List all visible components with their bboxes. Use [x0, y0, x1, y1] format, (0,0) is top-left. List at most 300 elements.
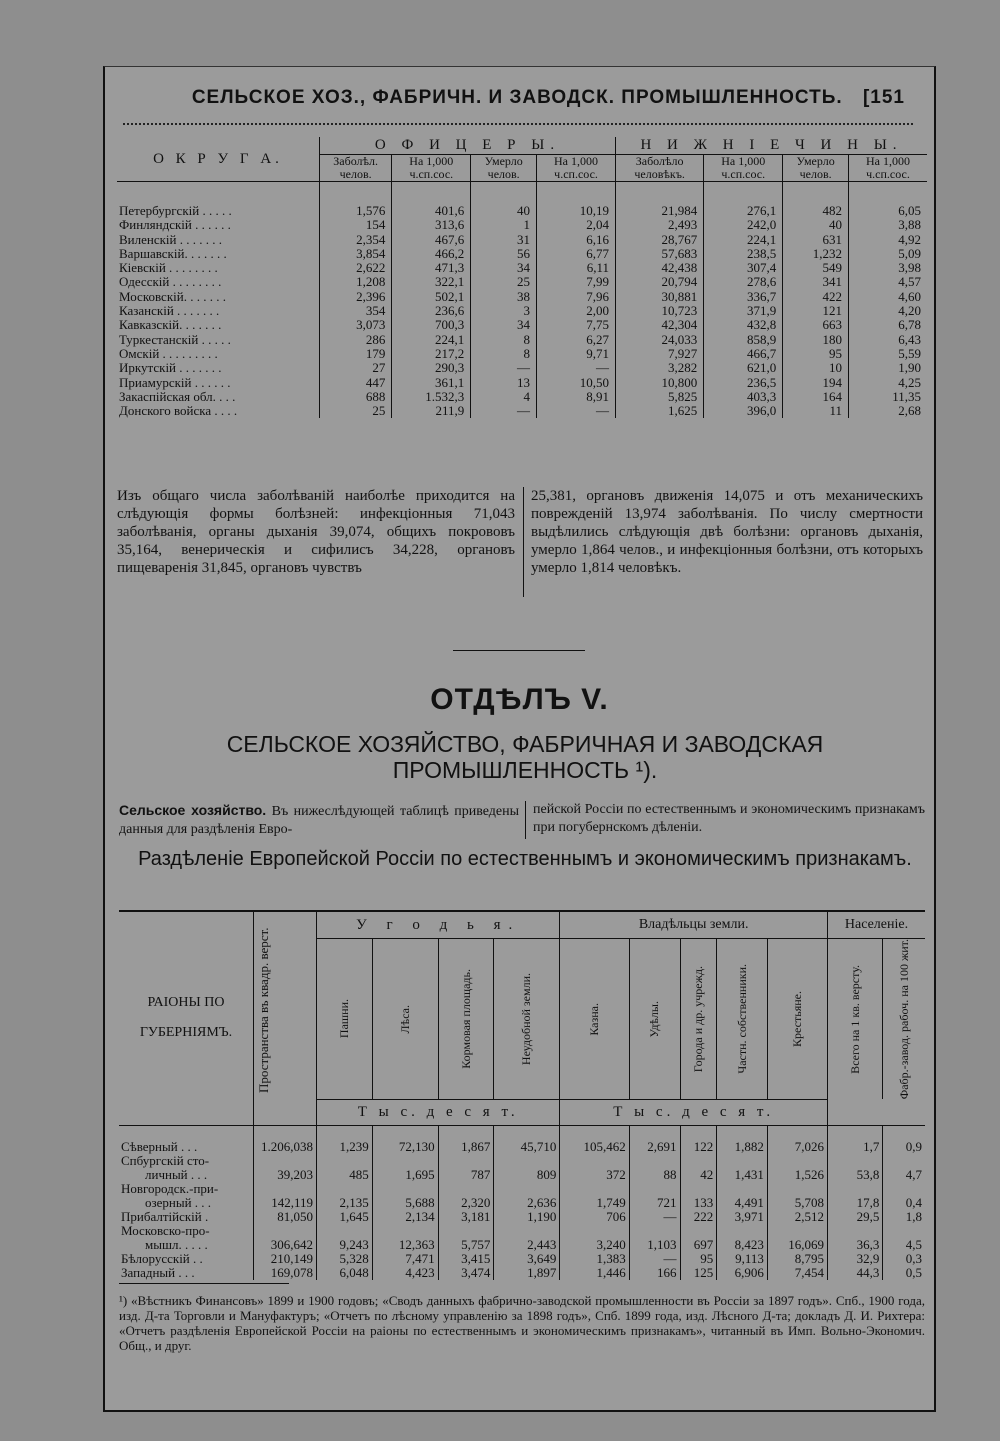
cell-value: 432,8 — [704, 318, 783, 332]
cell-value: 2,134 — [372, 1210, 438, 1224]
population-units-spacer — [827, 1099, 925, 1125]
table-row — [119, 1224, 925, 1252]
cell-value: 290,3 — [392, 361, 471, 375]
table-row — [119, 1252, 925, 1266]
table-row — [119, 1266, 925, 1280]
cell-value: 11 — [783, 404, 849, 418]
cell-value: 8 — [471, 333, 537, 347]
cell-value: 4,57 — [848, 275, 927, 289]
cell-value: 3,240 — [560, 1224, 629, 1252]
cell-value: 1,103 — [629, 1224, 680, 1252]
cell-value: 166 — [629, 1266, 680, 1280]
cell-value: 238,5 — [704, 247, 783, 261]
vertical-col-header — [680, 939, 717, 1100]
cell-value: 697 — [680, 1224, 717, 1252]
cell-value: 2,354 — [320, 233, 392, 247]
region-name-line1: Московско-про- — [121, 1222, 210, 1238]
cell-value: 1,749 — [560, 1182, 629, 1210]
cell-value: 224,1 — [392, 333, 471, 347]
cell-value: 354 — [320, 304, 392, 318]
cell-value: 485 — [317, 1154, 373, 1182]
cell-value: 3,854 — [320, 247, 392, 261]
cell-value: 45,710 — [494, 1125, 560, 1154]
cell-value: 361,1 — [392, 376, 471, 390]
cell-value: 6,78 — [848, 318, 927, 332]
cell-value: 9,243 — [317, 1224, 373, 1252]
table-row — [117, 333, 927, 347]
cell-value: 663 — [783, 318, 849, 332]
cell-value: 3,649 — [494, 1252, 560, 1266]
cell-value: 105,462 — [560, 1125, 629, 1154]
vertical-col-header — [629, 939, 680, 1100]
region-name-line1: Западный . . . — [121, 1264, 195, 1280]
table-row — [117, 390, 927, 404]
cell-value: 236,6 — [392, 304, 471, 318]
cell-value: 7,471 — [372, 1252, 438, 1266]
cell-value: 286 — [320, 333, 392, 347]
cell-value: 396,0 — [704, 404, 783, 418]
cell-value: 10,50 — [537, 376, 616, 390]
col-header: На 1,000 ч.сп.сос. — [704, 155, 783, 182]
cell-value: 8,795 — [767, 1252, 827, 1266]
vertical-col-label: Казна. — [587, 1002, 602, 1036]
regions-header-text: РАІОНЫ ПО ГУБЕРНІЯМЪ. — [139, 995, 233, 1041]
cell-value: 57,683 — [616, 247, 704, 261]
table-row — [117, 361, 927, 375]
vertical-col-header — [560, 939, 629, 1100]
cell-value: 7,026 — [767, 1125, 827, 1154]
cell-value: 95 — [680, 1252, 717, 1266]
region-name-line1: Прибалтійскій . — [121, 1208, 209, 1224]
cell-value: 1 — [471, 218, 537, 232]
district-name: Кіевскій . . . . . . . . — [119, 260, 218, 276]
cell-value: 81,050 — [254, 1210, 317, 1224]
thousand-desyatin-2: Т ы с. д е с я т. — [560, 1099, 828, 1125]
cell-value: 858,9 — [704, 333, 783, 347]
vertical-col-header — [494, 939, 560, 1100]
footnote: ¹) «Вѣстникъ Финансовъ» 1899 и 1900 годовъ; «Сводъ данныхъ фабрично-заводской промышленности въ Россіи за 1897 годъ». Спб., 1900 года, изд. Д-та Торговли и Мануфактуръ; «Отчетъ по лѣсному управленію за 1898 годъ», Спб. 1899 года, изд. Лѣсного Д-та; докладъ Д. И. Рихтера: «Отчетъ раздѣленія Европейской Россіи на раіоны по естественнымъ и экономическимъ признакамъ», читанный въ Имп. Вольно-Экономич. Общ., и друг. — [119, 1293, 925, 1353]
cell-value: 3,474 — [438, 1266, 494, 1280]
cell-value: 4,491 — [717, 1182, 768, 1210]
cell-value: 306,642 — [254, 1224, 317, 1252]
cell-value: 3,282 — [616, 361, 704, 375]
cell-value: 8,91 — [537, 390, 616, 404]
cell-value: 44,3 — [827, 1266, 882, 1280]
vertical-col-label: Неудобной земли. — [519, 972, 534, 1065]
region-name — [119, 1125, 254, 1154]
vertical-col-label: Частн. собственники. — [734, 964, 749, 1074]
area-header-text: Пространства въ квадр. верст. — [256, 927, 271, 1094]
cell-value: 1,645 — [317, 1210, 373, 1224]
cell-value: — — [629, 1210, 680, 1224]
cell-value: 6,048 — [317, 1266, 373, 1280]
cell-value: 482 — [783, 182, 849, 219]
cell-value: 20,794 — [616, 275, 704, 289]
cell-value: 1,526 — [767, 1154, 827, 1182]
cell-value: 7,99 — [537, 275, 616, 289]
col-header: Умерло челов. — [471, 155, 537, 182]
cell-value: 1,431 — [717, 1154, 768, 1182]
cell-value: 3 — [471, 304, 537, 318]
region-name-line1: Новгородск.-при- — [121, 1180, 219, 1196]
cell-value: 6,05 — [848, 182, 927, 219]
cell-value: 224,1 — [704, 233, 783, 247]
section-rule — [453, 650, 585, 651]
region-name — [119, 1266, 254, 1280]
cell-value: 3,073 — [320, 318, 392, 332]
region-name — [119, 1210, 254, 1224]
intro-left-text: Въ нижеслѣдующей таблицѣ приведены данныя для раздѣленія Евро- — [119, 804, 519, 837]
cell-value: 313,6 — [392, 218, 471, 232]
area-header — [254, 911, 317, 1125]
diseases-table — [117, 137, 927, 418]
cell-value: 34 — [471, 261, 537, 275]
cell-value: 125 — [680, 1266, 717, 1280]
cell-value: 7,927 — [616, 347, 704, 361]
intro-divider — [525, 801, 526, 839]
cell-value: 336,7 — [704, 290, 783, 304]
cell-value: 2,512 — [767, 1210, 827, 1224]
cell-value: 1,882 — [717, 1125, 768, 1154]
table-row — [117, 318, 927, 332]
cell-value: 12,363 — [372, 1224, 438, 1252]
table-row — [119, 1154, 925, 1182]
cell-value: 422 — [783, 290, 849, 304]
thousand-desyatin-1: Т ы с. д е с я т. — [317, 1099, 560, 1125]
cell-value: 0,4 — [883, 1182, 925, 1210]
cell-value: 217,2 — [392, 347, 471, 361]
cell-value: 466,7 — [704, 347, 783, 361]
cell-value: 194 — [783, 376, 849, 390]
cell-value: 39,203 — [254, 1154, 317, 1182]
cell-value: 16,069 — [767, 1224, 827, 1252]
cell-value: 10,800 — [616, 376, 704, 390]
section-heading: ОТДѢЛЪ V. — [430, 683, 609, 716]
cell-value: 502,1 — [392, 290, 471, 304]
cell-value: 2,691 — [629, 1125, 680, 1154]
cell-value: 5,59 — [848, 347, 927, 361]
table-row — [117, 347, 927, 361]
section-title — [165, 731, 885, 783]
cell-value: 31 — [471, 233, 537, 247]
vertical-col-label: Города и др. учрежд. — [690, 965, 705, 1073]
cell-value: 371,9 — [704, 304, 783, 318]
cell-value: 6,11 — [537, 261, 616, 275]
cell-value: 6,77 — [537, 247, 616, 261]
vertical-col-header — [827, 939, 882, 1100]
column-divider — [523, 487, 524, 597]
cell-value: 1,190 — [494, 1210, 560, 1224]
page-number: [151 — [862, 87, 905, 108]
cell-value: — — [537, 361, 616, 375]
cell-value: 2,00 — [537, 304, 616, 318]
cell-value: 631 — [783, 233, 849, 247]
cell-value: 242,0 — [704, 218, 783, 232]
region-name-line2: озерный . . . — [145, 1194, 212, 1210]
col-header: Заболѣл. челов. — [320, 155, 392, 182]
cell-value: 88 — [629, 1154, 680, 1182]
regions-table — [119, 910, 925, 1280]
cell-value: 3,88 — [848, 218, 927, 232]
table-row — [117, 290, 927, 304]
table-row — [119, 1210, 925, 1224]
district-name: Варшавскій. . . . . . . — [119, 245, 227, 261]
cell-value: 10,19 — [537, 182, 616, 219]
vertical-col-header — [317, 939, 373, 1100]
cell-value: 32,9 — [827, 1252, 882, 1266]
cell-value: 5,757 — [438, 1224, 494, 1252]
cell-value: 1,208 — [320, 275, 392, 289]
vertical-col-header — [883, 939, 925, 1100]
cell-value: 4,25 — [848, 376, 927, 390]
cell-value: 2,493 — [616, 218, 704, 232]
officers-header: О Ф И Ц Е Р Ы. — [320, 137, 616, 155]
district-name: Московскій. . . . . . . — [119, 288, 226, 304]
cell-value: 2,396 — [320, 290, 392, 304]
cell-value: 1,239 — [317, 1125, 373, 1154]
population-header: Населеніе. — [827, 911, 925, 939]
cell-value: 1,383 — [560, 1252, 629, 1266]
cell-value: 2,636 — [494, 1182, 560, 1210]
cell-value: 278,6 — [704, 275, 783, 289]
table-title: Раздѣленіе Европейской Россіи по естественнымъ и экономическимъ признакамъ. — [138, 848, 912, 870]
cell-value: 2,443 — [494, 1224, 560, 1252]
cell-value: 169,078 — [254, 1266, 317, 1280]
district-name: Иркутскій . . . . . . . — [119, 360, 222, 376]
district-name: Петербургскій . . . . . — [119, 203, 232, 218]
cell-value: 403,3 — [704, 390, 783, 404]
cell-value: 2,135 — [317, 1182, 373, 1210]
cell-value: 179 — [320, 347, 392, 361]
vertical-col-header — [767, 939, 827, 1100]
cell-value: 211,9 — [392, 404, 471, 418]
region-name — [119, 1182, 254, 1210]
cell-value: 28,767 — [616, 233, 704, 247]
cell-value: 30,881 — [616, 290, 704, 304]
district-name: Одесскій . . . . . . . . — [119, 274, 222, 290]
table-row — [117, 233, 927, 247]
cell-value: 9,113 — [717, 1252, 768, 1266]
region-name-line1: Сѣверный . . . — [121, 1138, 198, 1154]
cell-value: 1,576 — [320, 182, 392, 219]
intro-bold: Сельское хозяйство. — [119, 802, 267, 818]
cell-value: 4,7 — [883, 1154, 925, 1182]
regions-header — [119, 911, 254, 1125]
cell-value: 1,90 — [848, 361, 927, 375]
cell-value: 133 — [680, 1182, 717, 1210]
cell-value: 34 — [471, 318, 537, 332]
cell-value: 1.206,038 — [254, 1125, 317, 1154]
land-use-header: У г о д ь я. — [317, 911, 560, 939]
intro-right: пейской Россіи по естественнымъ и экономическимъ признакамъ при погубернскомъ дѣленіи. — [533, 802, 925, 835]
cell-value: 13 — [471, 376, 537, 390]
region-name — [119, 1252, 254, 1266]
cell-value: 42,304 — [616, 318, 704, 332]
col-header: Заболѣло человѣкъ. — [616, 155, 704, 182]
cell-value: 4,423 — [372, 1266, 438, 1280]
vertical-col-label: Удѣлы. — [647, 1000, 662, 1038]
cell-value: 42,438 — [616, 261, 704, 275]
cell-value: 700,3 — [392, 318, 471, 332]
cell-value: 2,320 — [438, 1182, 494, 1210]
vertical-col-label: Пашни. — [336, 999, 351, 1039]
cell-value: 809 — [494, 1154, 560, 1182]
cell-value: 25 — [471, 275, 537, 289]
cell-value: 688 — [320, 390, 392, 404]
header-title: СЕЛЬСКОЕ ХОЗ., ФАБРИЧН. И ЗАВОДСК. ПРОМЫШЛЕННОСТЬ. — [191, 87, 843, 108]
vertical-col-header — [372, 939, 438, 1100]
district-name: Приамурскій . . . . . . — [119, 374, 231, 390]
okruga-header: О К Р У Г А. — [117, 137, 320, 182]
cell-value: 5,708 — [767, 1182, 827, 1210]
cell-value: 721 — [629, 1182, 680, 1210]
region-name-line1: Спбургскій сто- — [121, 1152, 210, 1168]
vertical-col-header — [717, 939, 768, 1100]
cell-value: 5,09 — [848, 247, 927, 261]
section-title-line1: СЕЛЬСКОЕ ХОЗЯЙСТВО, ФАБРИЧНАЯ И ЗАВОДСКАЯ — [226, 731, 824, 757]
cell-value: 7,454 — [767, 1266, 827, 1280]
cell-value: 0,5 — [883, 1266, 925, 1280]
cell-value: 2,68 — [848, 404, 927, 418]
cell-value: 5,688 — [372, 1182, 438, 1210]
cell-value: 11,35 — [848, 390, 927, 404]
col-header: На 1,000 ч.сп.сос. — [848, 155, 927, 182]
cell-value: 8 — [471, 347, 537, 361]
cell-value: 466,2 — [392, 247, 471, 261]
col-header: На 1,000 ч.сп.сос. — [537, 155, 616, 182]
cell-value: 3,415 — [438, 1252, 494, 1266]
cell-value: 17,8 — [827, 1182, 882, 1210]
cell-value: 1,625 — [616, 404, 704, 418]
district-name: Виленскій . . . . . . . — [119, 231, 222, 247]
cell-value: 24,033 — [616, 333, 704, 347]
cell-value: — — [537, 404, 616, 418]
cell-value: 467,6 — [392, 233, 471, 247]
cell-value: 56 — [471, 247, 537, 261]
cell-value: 0,9 — [883, 1125, 925, 1154]
cell-value: 180 — [783, 333, 849, 347]
cell-value: 29,5 — [827, 1210, 882, 1224]
cell-value: 447 — [320, 376, 392, 390]
cell-value: 5,328 — [317, 1252, 373, 1266]
cell-value: 21,984 — [616, 182, 704, 219]
owners-header: Владѣльцы земли. — [560, 911, 828, 939]
cell-value: 222 — [680, 1210, 717, 1224]
cell-value: 6,906 — [717, 1266, 768, 1280]
cell-value: 0,3 — [883, 1252, 925, 1266]
cell-value: 121 — [783, 304, 849, 318]
cell-value: 6,43 — [848, 333, 927, 347]
table-row — [117, 275, 927, 289]
table-row — [117, 247, 927, 261]
district-name: Омскій . . . . . . . . . — [119, 345, 218, 361]
cell-value: 164 — [783, 390, 849, 404]
cell-value: 322,1 — [392, 275, 471, 289]
cell-value: 142,119 — [254, 1182, 317, 1210]
cell-value: 2,622 — [320, 261, 392, 275]
district-name: Закаспійская обл. . . . — [119, 388, 236, 404]
footnote-rule — [119, 1283, 289, 1284]
cell-value: 1,867 — [438, 1125, 494, 1154]
vertical-col-label: Всего на 1 кв. версту. — [847, 964, 862, 1074]
cell-value: 341 — [783, 275, 849, 289]
cell-value: 307,4 — [704, 261, 783, 275]
cell-value: 7,96 — [537, 290, 616, 304]
cell-value: 10,723 — [616, 304, 704, 318]
vertical-col-label: Фабр.-завод. рабоч. на 100 жит. — [896, 939, 911, 1100]
paragraph-left: Изъ общаго числа заболѣваній наиболѣе приходится на слѣдующія формы болѣзней: инфекціонныя 71,043 заболѣванія, органы дыханія 39,074, общихъ покрововъ 35,164, венерическія и сифилисъ 34,228, органовъ пищеваренія 31,845, органовъ чувствъ — [117, 488, 515, 576]
cell-value: 401,6 — [392, 182, 471, 219]
district-name: Казанскій . . . . . . . — [119, 303, 220, 319]
cell-value: 706 — [560, 1210, 629, 1224]
table-row — [117, 376, 927, 390]
table-row — [117, 404, 927, 418]
table-row — [117, 218, 927, 232]
cell-value: 1,8 — [883, 1210, 925, 1224]
cell-value: 27 — [320, 361, 392, 375]
cell-value: 210,149 — [254, 1252, 317, 1266]
cell-value: 9,71 — [537, 347, 616, 361]
cell-value: 6,16 — [537, 233, 616, 247]
cell-value: 4,92 — [848, 233, 927, 247]
region-name — [119, 1224, 254, 1252]
cell-value: 276,1 — [704, 182, 783, 219]
cell-value: 2,04 — [537, 218, 616, 232]
cell-value: — — [471, 404, 537, 418]
region-name-line1: Бѣлорусскій . . — [121, 1250, 203, 1266]
paragraph-right: 25,381, органовъ движенія 14,075 и отъ механическихъ поврежденій 13,974 заболѣванія. По числу смертности выдѣлились слѣдующія двѣ болѣзни: органовъ дыханія, умерло 1,864 челов., и инфекціонныя болѣзни, отъ которыхъ умерло 1,814 человѣкъ. — [531, 488, 923, 576]
cell-value: 372 — [560, 1154, 629, 1182]
cell-value: 36,3 — [827, 1224, 882, 1252]
header-divider — [123, 117, 913, 125]
cell-value: 53,8 — [827, 1154, 882, 1182]
cell-value: 787 — [438, 1154, 494, 1182]
cell-value: 4 — [471, 390, 537, 404]
cell-value: 1,897 — [494, 1266, 560, 1280]
cell-value: 40 — [783, 218, 849, 232]
cell-value: 5,825 — [616, 390, 704, 404]
cell-value: 4,60 — [848, 290, 927, 304]
table-row — [119, 1125, 925, 1154]
region-name — [119, 1154, 254, 1182]
cell-value: 1,7 — [827, 1125, 882, 1154]
cell-value: 122 — [680, 1125, 717, 1154]
vertical-col-header — [438, 939, 494, 1100]
cell-value: 471,3 — [392, 261, 471, 275]
cell-value: — — [629, 1252, 680, 1266]
col-header: Умерло челов. — [783, 155, 849, 182]
cell-value: 549 — [783, 261, 849, 275]
district-name: Кавказскій. . . . . . . — [119, 317, 222, 333]
cell-value: 25 — [320, 404, 392, 418]
table-row — [117, 182, 927, 219]
page — [103, 66, 936, 1412]
intro-left — [119, 801, 519, 839]
cell-value: 40 — [471, 182, 537, 219]
cell-value: 236,5 — [704, 376, 783, 390]
table-row — [117, 304, 927, 318]
district-name: Донского войска . . . . — [119, 403, 238, 419]
cell-value: 72,130 — [372, 1125, 438, 1154]
vertical-col-label: Кормовая площадь. — [458, 969, 473, 1069]
cell-value: 8,423 — [717, 1224, 768, 1252]
cell-value: 7,75 — [537, 318, 616, 332]
cell-value: 95 — [783, 347, 849, 361]
lower-ranks-header: Н И Ж Н І Е Ч И Н Ы. — [616, 137, 927, 155]
cell-value: 1,446 — [560, 1266, 629, 1280]
running-header — [105, 87, 905, 109]
district-name: Туркестанскій . . . . . — [119, 331, 231, 347]
